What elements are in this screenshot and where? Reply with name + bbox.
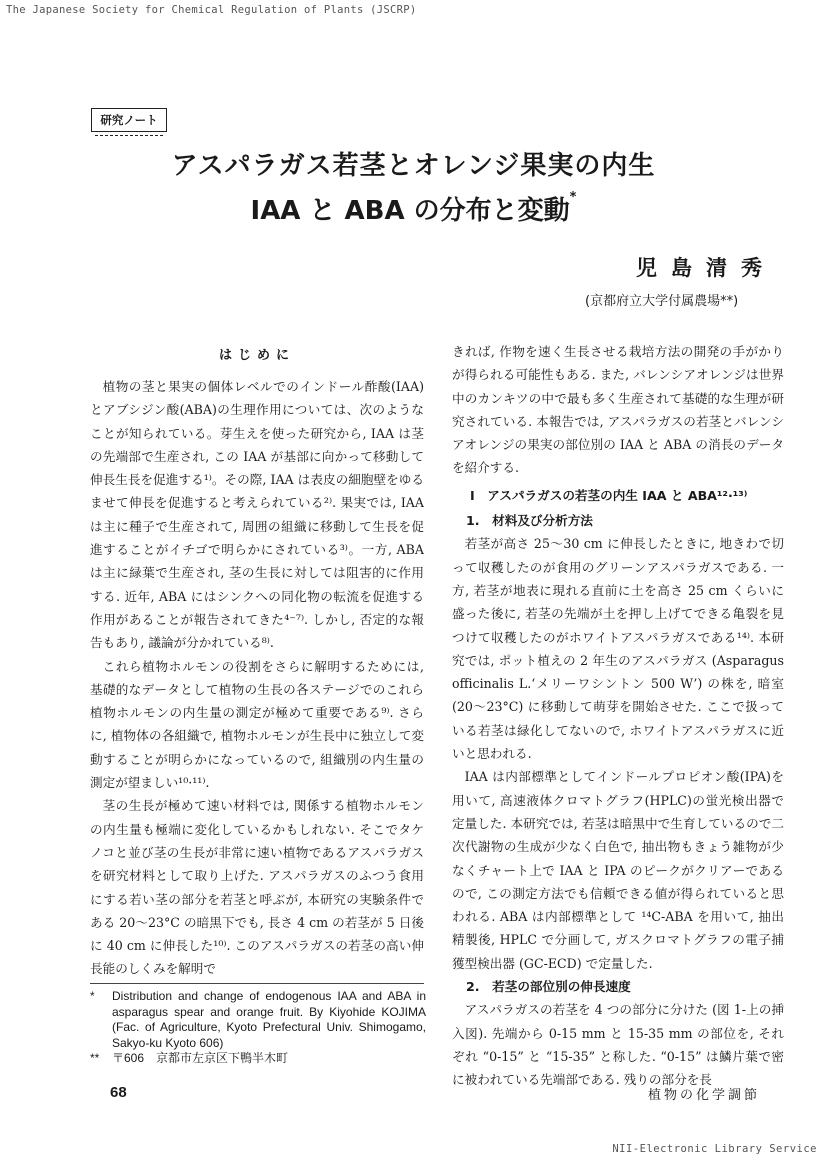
intro-continuation: きれば, 作物を速く生長させる栽培方法の開発の手がかりが得られる可能性もある. また, バレンシアオレンジは世界中のカンキツの中で最も多く生産されて基礎的な生理が研究されている. 本報告では, アスパラガスの若茎とバレンシアオレンジの果実の部位別の IAA と ABA の消長のデータを紹介する. — [452, 344, 784, 476]
society-header: The Japanese Society for Chemical Regulation of Plants (JSCRP) — [6, 4, 417, 16]
title-line-1: アスパラガス若茎とオレンジ果実の内生 — [171, 151, 656, 181]
methods-paragraph-1: 若茎が高さ 25〜30 cm に伸長したときに, 地きわで切って収穫したのが食用のグリーンアスパラガスである. 一方, 若茎が地表に現れる直前に土を高さ 25 cm くらいに盛った後に, 若茎の先端が土を押し上げてできる亀裂を見つけて収穫したのがホワイトアスパラガスである¹⁴⁾. 本研究では, ポット植えの 2 年生のアスパラガス (Asparagus officinalis L.‘メリーワシントン 500 W’) の株を, 暗室 (20〜23°C) に移動して萌芽を開始させた. ここで扱っている若茎は緑化してないので, ホワイトアスパラガスに近いと思われる. — [452, 536, 784, 762]
page-number: 68 — [110, 1084, 127, 1101]
footnote-1-mark: * — [90, 989, 95, 1003]
subsection-1-heading: 1. 材料及び分析方法 — [466, 513, 593, 529]
intro-heading: はじめに — [218, 348, 295, 363]
footnote-2-mark: ** — [90, 1051, 100, 1065]
footnote-1 — [90, 989, 426, 1051]
subsection-2-heading: 2. 若茎の部位別の伸長速度 — [466, 979, 631, 995]
intro-paragraph-2: これら植物ホルモンの役割をさらに解明するためには, 基礎的なデータとして植物の生長の各ステージでのこれら植物ホルモンの内生量の測定が極めて重要である⁹⁾. さらに, 植物体の各組織で, 植物ホルモンが生長中に独立して変動することが明らかになっているので, 組織別の内生量の測定が望ましい¹⁰·¹¹⁾. — [90, 658, 424, 791]
growth-paragraph: アスパラガスの若茎を 4 つの部分に分けた (図 1-上の挿入図). 先端から 0-15 mm と 15-35 mm の部位を, それぞれ “0-15” と “15-35” と称した. “0-15” は鱗片葉で密に被われている先端部である. 残りの部分を長 — [452, 1002, 784, 1088]
footnote-2-text: 〒606 京都市左京区下鴨半木町 — [112, 1051, 289, 1065]
right-column — [452, 340, 784, 1092]
nii-footer: NII-Electronic Library Service — [612, 1143, 817, 1155]
journal-name: 植物の化学調節 — [648, 1088, 761, 1103]
title-line-2 — [0, 190, 827, 227]
footnote-2 — [90, 1051, 426, 1067]
methods-paragraph-2: IAA は内部標準としてインドールプロピオン酸(IPA)を用いて, 高速液体クロマトグラフ(HPLC)の蛍光検出器で定量した. 本研究では, 若茎は暗黒中で生育しているので二次代謝物の生成が少なく白色で, 抽出物もきょう雑物が少なくチャート上で IAA と IPA のピークがクリアーであるので, この測定方法でも信頼できる値が得られていると思われる. ABA は内部標準として ¹⁴C-ABA を用いて, 抽出精製後, HPLC で分画して, ガスクロマトグラフの電子捕獲型検出器 (GC-ECD) で定量した. — [452, 769, 784, 971]
footnote-divider — [90, 983, 424, 984]
intro-paragraph-3: 茎の生長が極めて速い材料では, 関係する植物ホルモンの内生量も極端に変化しているかもしれない. そこでタケノコと並び茎の生長が非常に速い植物であるアスパラガスを研究材料として取り上げた. アスパラガスのふつう食用にする若い茎の部分を若茎と呼ぶが, 本研究の実験条件である 20〜23°C の暗黒下でも, 長さ 4 cm の若茎が 5 日後に 40 cm に伸長した¹⁰⁾. このアスパラガスの若茎の高い伸長能のしくみを解明で — [90, 798, 424, 977]
section-1-heading: I アスパラガスの若茎の内生 IAA と ABA¹²·¹³⁾ — [470, 487, 748, 503]
title-line-2-text: IAA と ABA の分布と変動 — [250, 196, 570, 226]
intro-paragraph-1: 植物の茎と果実の個体レベルでのインドール酢酸(IAA)とアブシジン酸(ABA)の生理作用については、次のようなことが知られている。芽生えを使った研究から, IAA は茎の先端部で生産され, この IAA が基部に向かって移動して伸長生長を促進する¹⁾。その際, IAA は表皮の細胞壁をゆるませて伸長を促進すると考えられている²⁾. 果実では, IAA は主に種子で生産されて, 周囲の組織に移動して生長を促進することがイチゴで明らかにされている³⁾。一方, ABA は主に緑葉で生産され, 茎の生長に対しては阻害的に作用する. 近年, ABA にはシンクへの同化物の転流を促進する作用があることが報告されてきた⁴⁻⁷⁾. しかし, 否定的な報告もあり, 議論が分かれている⁸⁾. — [90, 379, 424, 651]
footnotes — [90, 989, 426, 1067]
author-name: 児島清秀 — [636, 256, 776, 280]
left-column — [90, 375, 424, 981]
article-type-label: 研究ノート — [91, 108, 167, 132]
title-footnote-mark: * — [569, 190, 577, 205]
footnote-1-text: Distribution and change of endogenous IAA and ABA in asparagus spear and orange fruit. By Kiyohide KOJIMA (Fac. of Agriculture, Kyoto Prefectural Univ. Shimogamo, Sakyo-ku Kyoto 606) — [112, 989, 426, 1050]
author-affiliation: (京都府立大学付属農場**) — [585, 294, 739, 309]
